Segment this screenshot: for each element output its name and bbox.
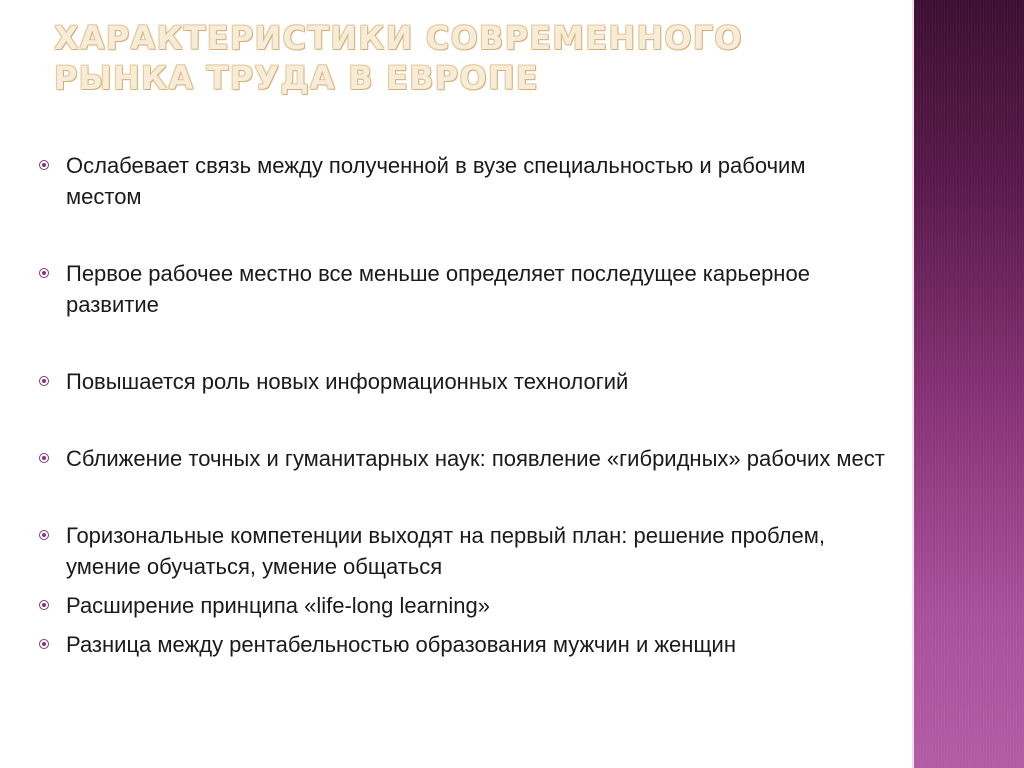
slide-title: ХАРАКТЕРИСТИКИ СОВРЕМЕННОГО РЫНКА ТРУДА В ЕВРОПЕ: [54, 19, 743, 97]
bullet-list: [36, 150, 886, 660]
list-item: [36, 258, 886, 320]
list-item: [36, 520, 886, 582]
bullet-text: Ослабевает связь между полученной в вузе специальностью и рабочим местом: [66, 153, 806, 209]
decorative-side-band: [912, 0, 1024, 768]
bullet-text: Повышается роль новых информационных технологий: [66, 369, 629, 394]
bullet-icon: [39, 268, 49, 278]
list-item: [36, 150, 886, 212]
bullet-icon: [39, 160, 49, 170]
list-item: [36, 443, 886, 474]
bullet-text: Первое рабочее местно все меньше определяет последущее карьерное развитие: [66, 261, 810, 317]
bullet-text: Расширение принципа «life-long learning»: [66, 593, 491, 618]
bullet-text: Разница между рентабельностью образования мужчин и женщин: [66, 632, 736, 657]
bullet-text: Горизональные компетенции выходят на первый план: решение проблем, умение обучаться, умение общаться: [66, 523, 825, 579]
bullet-icon: [39, 453, 49, 463]
bullet-text: Сближение точных и гуманитарных наук: появление «гибридных» рабочих мест: [66, 446, 885, 471]
list-item: [36, 629, 886, 660]
list-item: [36, 590, 886, 621]
bullet-icon: [39, 530, 49, 540]
bullet-icon: [39, 376, 49, 386]
bullet-icon: [39, 600, 49, 610]
bullet-icon: [39, 639, 49, 649]
list-item: [36, 366, 886, 397]
